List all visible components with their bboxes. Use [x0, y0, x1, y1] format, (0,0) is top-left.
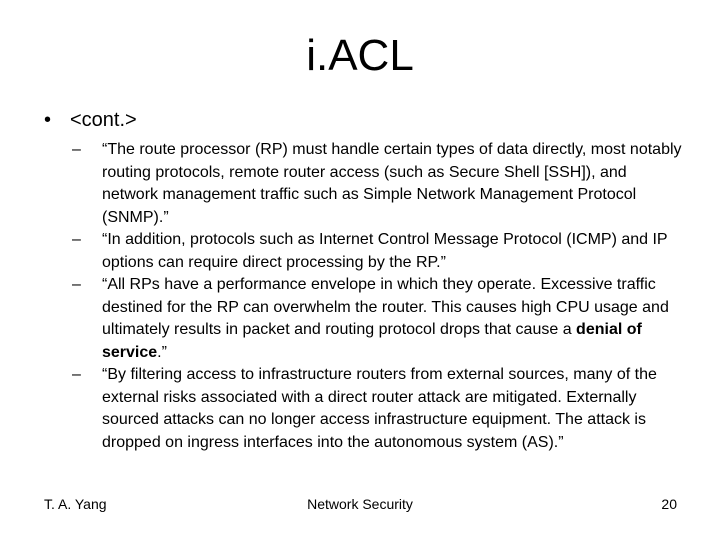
- sub-bullet-text: [102, 274, 682, 364]
- footer-author: T. A. Yang: [44, 496, 107, 512]
- sub-bullet-text-part: .”: [157, 343, 167, 361]
- dash-marker: –: [72, 141, 81, 158]
- sub-bullet-text: “By filtering access to infrastructure routers from external sources, many of the external risks associated with a direct router attack are mitigated. Externally sourced attacks can no longer access infrastructure equipment. The attack is dropped on ingress interfaces into the autonomous system (AS).”: [102, 366, 657, 451]
- dash-marker: –: [72, 231, 81, 248]
- dash-marker: –: [72, 366, 81, 383]
- bullet-text: <cont.>: [70, 109, 137, 131]
- bold-term: denial of service: [102, 321, 642, 361]
- sub-bullet-list: [72, 139, 682, 454]
- sub-bullet-text-part: “All RPs have a performance envelope in which they operate. Excessive traffic destined for the RP can overwhelm the router. This causes high CPU usage and ultimately results in packet and routing protocol drops that cause a: [102, 276, 669, 338]
- bullet-item: [44, 108, 137, 132]
- bullet-marker: •: [44, 109, 52, 131]
- dash-marker: –: [72, 276, 81, 293]
- sub-bullet-item: [72, 364, 682, 454]
- sub-bullet-text: “In addition, protocols such as Internet Control Message Protocol (ICMP) and IP options can require direct processing by the RP.”: [102, 231, 668, 271]
- sub-bullet-item: [72, 139, 682, 229]
- slide-title: i.ACL: [306, 31, 414, 80]
- sub-bullet-text: “The route processor (RP) must handle certain types of data directly, most notably routing protocols, remote router access (such as Secure Shell [SSH]), and network management traffic such as Simple Network Management Protocol (SNMP).”: [102, 141, 682, 226]
- sub-bullet-item: [72, 274, 682, 364]
- footer-page-number: 20: [661, 496, 677, 512]
- sub-bullet-item: [72, 229, 682, 274]
- footer-course: Network Security: [307, 496, 413, 512]
